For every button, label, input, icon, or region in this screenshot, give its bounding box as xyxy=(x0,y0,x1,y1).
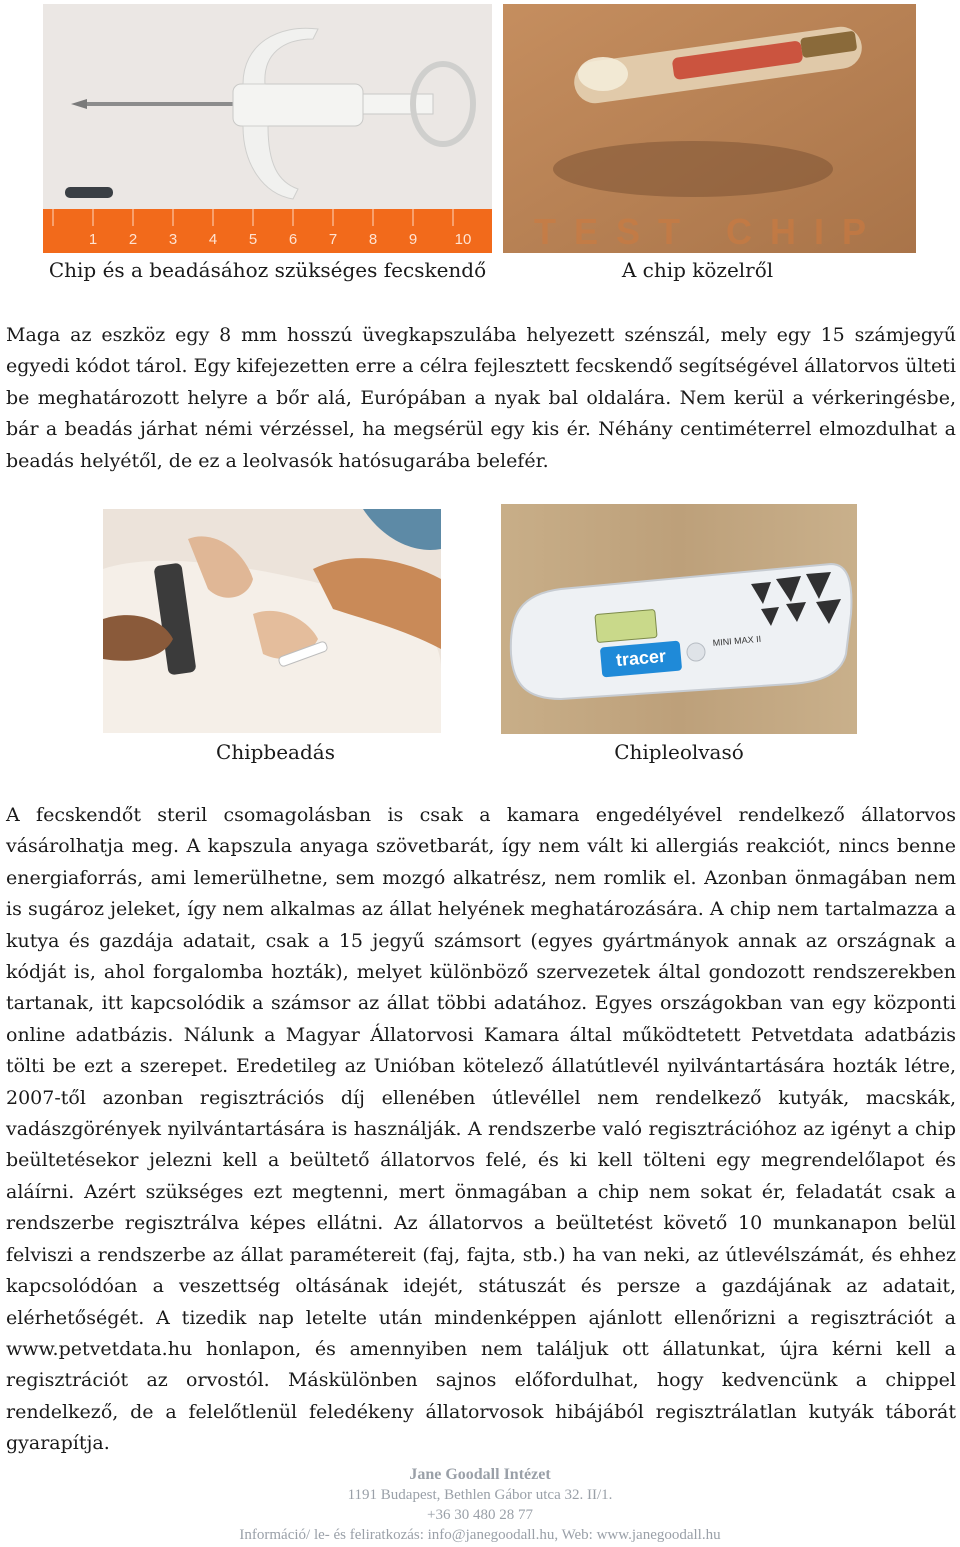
ruler-number: 6 xyxy=(288,231,298,248)
test-chip-watermark: TEST CHIP xyxy=(533,211,885,252)
footer-phone: +36 30 480 28 77 xyxy=(427,1507,533,1523)
footer-info: Információ/ le- és feliratkozás: info@janegoodall.hu, Web: www.janegoodall.hu xyxy=(239,1527,721,1543)
chip-closeup-photo xyxy=(503,4,916,253)
footer xyxy=(0,1465,960,1545)
caption-syringe: Chip és a beadásához szükséges fecskendő xyxy=(48,258,487,282)
ruler-number: 10 xyxy=(454,231,472,248)
ruler xyxy=(43,209,492,253)
ruler-number: 2 xyxy=(128,231,138,248)
ruler-number: 7 xyxy=(328,231,338,248)
ruler-number: 4 xyxy=(208,231,218,248)
ruler-number: 3 xyxy=(168,231,178,248)
reader-model: MINI MAX II xyxy=(712,633,762,648)
syringe-photo xyxy=(43,4,492,253)
ruler-number: 5 xyxy=(248,231,258,248)
ruler-number: 9 xyxy=(408,231,418,248)
caption-reader: Chipleolvasó xyxy=(614,740,744,764)
caption-chip-closeup: A chip közelről xyxy=(621,258,774,282)
paragraph-registration: A fecskendőt steril csomagolásban is csak a kamara engedélyével rendelkező állatorvos vásárolhatja meg. A kapszula anyaga szövetbarát, így nem vált ki allergiás reakciót, nincs benne energiaforrás, ami lemerülhetne, sem mozgó alkatrész, nem romlik el. Azonban önmagában nem is sugároz jeleket, így nem alkalmas az állat helyének meghatározására. A chip nem tartalmazza a kutya és gazdája adatait, csak a 15 jegyű számsort (egyes gyártmányok annak az országnak a kódját is, ahol forgalomba hozták), melyet különböző szervezetek által gondozott rendszerekben tartanak, itt kapcsolódik a számsor az állat többi adatához. Egyes országokban van egy központi online adatbázis. Nálunk a Magyar Állatorvosi Kamara által működtetett Petvetdata adatbázis tölti be ezt a szerepet. Eredetileg az Unióban kötelező állatútlevél nyilvántartására hozták létre, 2007-től azonban regisztrációs díj ellenében útlevéllel nem rendelkező kutyák, macskák, vadászgörények nyilvántartására is használják. A rendszerbe való regisztrációhoz az igényt a chip beültetésekor jelezni kell a beültető állatorvos felé, és ki kell tölteni egy megrendelőlapot és aláírni. Azért szükséges ezt megtenni, mert önmagában a chip nem sokat ér, feladatát csak a rendszerbe regisztrálva képes ellátni. Az állatorvos a beültetést követő 10 munkanapon belül felviszi a rendszerbe az állat paramétereit (faj, fajta, stb.) ha van neki, az útlevélszámát, és ehhez kapcsolódóan a veszettség oltásának idejét, státuszát és persze a gazdájának az adatait, elérhetőségét. A tizedik nap letelte után mindenképpen ajánlott ellenőrizni a regisztrációt a www.petvetdata.hu honlapon, és amennyiben nem találjuk ott állatunkat, újra kérni kell a regisztrációt az orvostól. Máskülönben sajnos előfordulhat, hogy kedvencünk a chippel rendelkező, de a felelőtlenül feledékeny állatorvosok hibájából regisztrálatlan kutyák táborát gyarapítja. xyxy=(6,804,956,1455)
ruler-number: 1 xyxy=(88,231,98,248)
chip-reader-photo xyxy=(501,504,857,734)
syringe-illustration xyxy=(43,4,492,253)
chip-injection-photo xyxy=(103,509,441,733)
footer-org-name: Jane Goodall Intézet xyxy=(409,1466,551,1483)
chip-reader-illustration xyxy=(501,504,857,734)
reader-brand: tracer xyxy=(615,645,667,671)
chip-closeup-illustration xyxy=(503,4,916,253)
caption-injection: Chipbeadás xyxy=(216,740,335,764)
paragraph-chip-description: Maga az eszköz egy 8 mm hosszú üvegkapszulába helyezett szénszál, mely egy 15 számjegyű egyedi kódot tárol. Egy kifejezetten erre a célra fejlesztett fecskendő segítségével állatorvos ülteti be meghatározott helyre a bőr alá, Európában a nyak bal oldalára. Nem kerül a vérkeringésbe, bár a beadás járhat némi vérzéssel, ha megsérül egy kis ér. Néhány centiméterrel elmozdulhat a beadás helyétől, de ez a leolvasók hatósugarába belefér. xyxy=(6,324,956,472)
chip-injection-illustration xyxy=(103,509,441,733)
footer-address: 1191 Budapest, Bethlen Gábor utca 32. II/1. xyxy=(347,1487,613,1503)
ruler-number: 8 xyxy=(368,231,378,248)
